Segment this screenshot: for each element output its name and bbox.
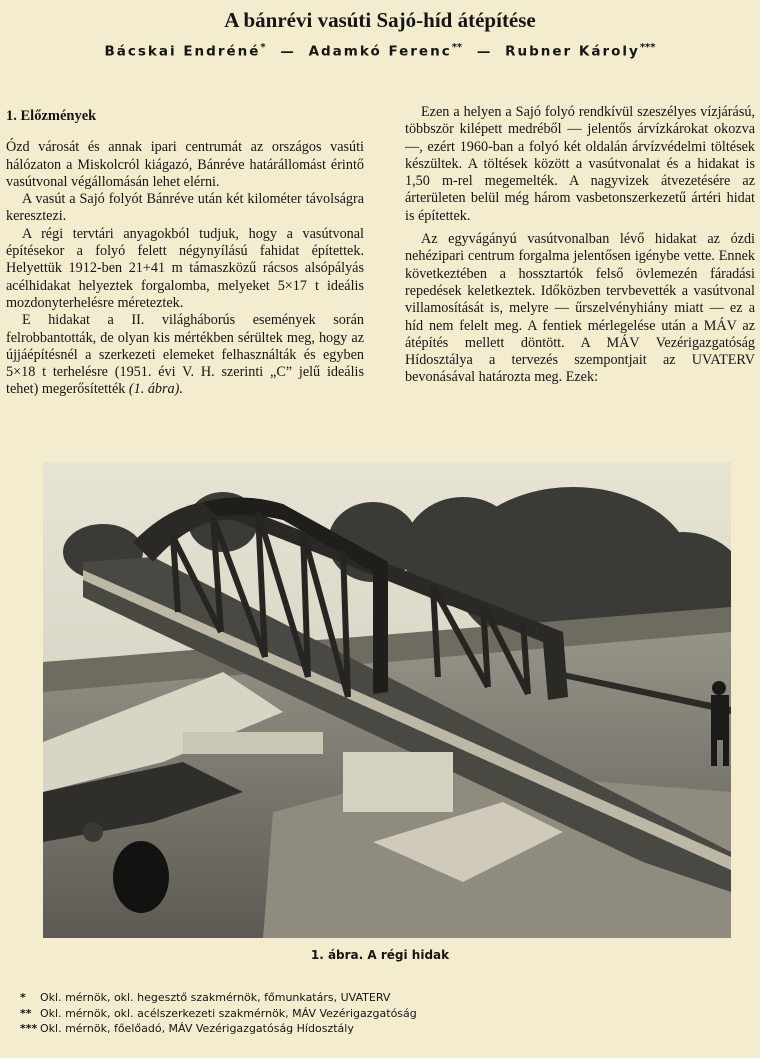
paragraph: Az egyvágányú vasútvonalban lévő hidakat az ózdi nehézipari centrum forgalma jelentősen igénybe vette. Ennek következtében a hossztartók felső övlemezén fáradási repedések keletkeztek. Időközben tervbevették a vasútvonal villamosítását is, melyre — űrszelvényhiány miatt — ez a híd nem felelt meg. A fentiek mérlegelése után a MÁV az átépítés mellett döntött. A MÁV Vezérigazgatóság Hídosztálya a tervezés szempontjait az UVATERV bevonásával határozta meg. Ezek:	[405, 231, 755, 386]
footnote-mark: *	[20, 991, 26, 1004]
footnote-text: Okl. mérnök, okl. hegesztő szakmérnök, főmunkatárs, UVATERV	[40, 991, 391, 1004]
paragraph: Ezen a helyen a Sajó folyó rendkívül szeszélyes vízjárású, többször kilépett medréből — jelentős árvízkárokat okozva —, ezért 1960-ban a folyó két oldalán árvízvédelmi töltések készültek. A töltések között a vasútvonalat és a hidakat is 1,50 m-rel megemelték. A nagyvizek átvezetésére az árterületen belül még három vasbetonszerkezetű ártéri hidat is építettek.	[405, 104, 755, 224]
author-line	[0, 42, 760, 60]
author-separator: —	[280, 43, 294, 60]
left-column	[6, 108, 364, 399]
footnote	[20, 990, 740, 1006]
author-mark: *	[260, 42, 266, 53]
article-title: A bánrévi vasúti Sajó-híd átépítése	[224, 8, 536, 32]
author-name: Adamkó Ferenc	[308, 43, 452, 60]
bridge-pier	[343, 752, 453, 812]
footnote-mark: **	[20, 1006, 32, 1020]
right-column	[405, 104, 755, 387]
paragraph: A régi tervtári anyagokból tudjuk, hogy a vasútvonal építésekor a folyó felett négynyílású fahidat építettek. Helyettük 1912-ben 21+41 m támaszközű rácsos alsópályás acélhidakat helyeztek forgalomba, melyeket 5×17 t ideális mozdonyterhelésre méreteztek.	[6, 225, 364, 311]
footnote-text: Okl. mérnök, okl. acélszerkezeti szakmérnök, MÁV Vezérigazgatóság	[40, 1006, 417, 1020]
footnote-text: Okl. mérnök, főelőadó, MÁV Vezérigazgatóság Hídosztály	[40, 1022, 354, 1035]
footnotes	[20, 990, 740, 1037]
paragraph-text: E hidakat a II. világháborús események során felrobbantották, de olyan kis mértékben sérültek meg, hogy az újjáépítésnél a szerkezeti elemeket felhasználták és egyben 5×18 t terhelésre (1951. évi V. H. szerinti „C” jelű ideális tehet) megerősítették	[6, 312, 364, 398]
section-heading: 1. Előzmények	[6, 108, 97, 124]
author-mark: **	[451, 42, 463, 53]
footnote	[20, 1006, 740, 1022]
author-name: Rubner Károly	[505, 43, 640, 60]
bridge-photo	[43, 462, 731, 938]
paragraph	[6, 312, 364, 398]
figure-reference: (1. ábra).	[128, 381, 183, 398]
barrel	[113, 841, 169, 913]
bridge-photo-illustration	[43, 462, 731, 938]
footnote-mark: ***	[20, 1022, 38, 1035]
author-separator: —	[476, 43, 491, 60]
author-mark: ***	[639, 42, 656, 53]
footnote	[20, 1021, 740, 1037]
figure-caption: 1. ábra. A régi hidak	[310, 948, 450, 962]
author-name: Bácskai Endréné	[104, 43, 261, 60]
paragraph: Ózd városát és annak ipari centrumát az országos vasúti hálózaton a Miskolcról kiágazó, Bánréve határállomást érintő vasútvonal végállomásán lehet elérni.	[6, 139, 364, 190]
paragraph: A vasút a Sajó folyót Bánréve után két kilométer távolságra keresztezi.	[6, 191, 364, 225]
